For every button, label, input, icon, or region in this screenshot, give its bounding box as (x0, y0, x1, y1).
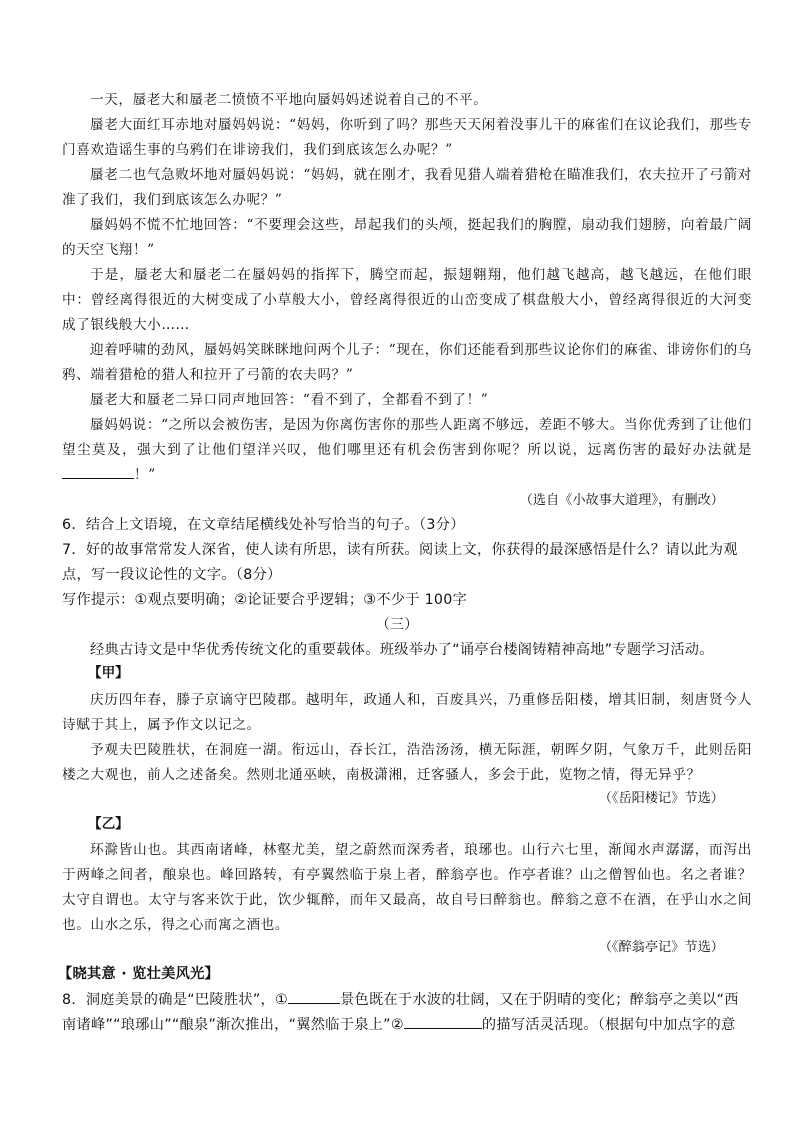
story-paragraph-4: 蜃妈妈不慌不忙地回答：“不要理会这些，昂起我们的头颅，挺起我们的胸膛，扇动我们翅膀，向着最广阔的天空飞翔！” (62, 217, 752, 258)
story-paragraph-5: 于是，蜃老大和蜃老二在蜃妈妈的指挥下，腾空而起，振翅翱翔，他们越飞越高，越飞越远，在他们眼中：曾经离得很近的大树变成了小草般大小，曾经离得很近的山峦变成了棋盘般大小，曾经离得很近的大河变成了银线般大小…… (62, 267, 752, 333)
story-paragraph-2: 蜃老大面红耳赤地对蜃妈妈说：“妈妈，你听到了吗？那些天天闲着没事儿干的麻雀们在议论我们，那些专门喜欢造谣生事的乌鸦们在诽谤我们，我们到底该怎么办呢？” (62, 117, 752, 158)
passage-jia-paragraph-1: 庆历四年春，滕子京谪守巴陵郡。越明年，政通人和，百废具兴，乃重修岳阳楼，增其旧制，刻唐贤今人诗赋于其上，属予作文以记之。 (62, 692, 752, 733)
question-8-part-1: 8．洞庭美景的确是“巴陵胜状”，① (62, 992, 288, 1008)
section-three-intro: 经典古诗文是中华优秀传统文化的重要载体。班级举办了“诵亭台楼阁铸精神高地”专题学习活动。 (90, 642, 714, 658)
story-paragraph-8 (62, 413, 752, 488)
passage-jia-label: 【甲】 (88, 665, 129, 681)
section-three-number: （三） (375, 617, 419, 633)
passage-yi-source: （《醉翁亭记》节选） (598, 940, 724, 955)
story-paragraph-1: 一天，蜃老大和蜃老二愤愤不平地向蜃妈妈述说着自己的不平。 (90, 92, 488, 108)
question-8 (62, 988, 752, 1038)
story-paragraph-6: 迎着呼啸的劲风，蜃妈妈笑眯眯地问两个儿子：“现在，你们还能看到那些议论你们的麻雀、诽谤你们的乌鸦、端着猎枪的猎人和拉开了弓箭的农夫吗？” (62, 342, 752, 383)
passage-yi-label: 【乙】 (88, 816, 129, 832)
story-paragraph-8-end: ！” (134, 467, 156, 483)
writing-tips: 写作提示：①观点要明确；②论证要合乎逻辑；③不少于 100字 (62, 592, 468, 608)
story-paragraph-3: 蜃老二也气急败坏地对蜃妈妈说：“妈妈，就在刚才，我看见猎人端着猎枪在瞄准我们，农夫拉开了弓箭对准了我们，我们到底该怎么办呢？” (62, 167, 752, 208)
answer-blank-q8-2[interactable] (404, 1014, 482, 1029)
answer-blank-q8-1[interactable] (288, 989, 340, 1004)
question-8-part-2: 景色既在于水波的壮阔，又在于阴晴的变化；醉翁亭之美以“西南诸峰”“琅琊山”“酿泉”渐次推出，“翼然临于泉上”② (62, 992, 739, 1033)
question-8-part-3: 的描写活灵活现。（根据句中加点字的意 (481, 1017, 736, 1033)
answer-blank-q6[interactable] (62, 464, 134, 479)
story-source: （选自《小故事大道理》，有删改） (519, 493, 724, 508)
passage-jia-paragraph-2: 予观夫巴陵胜状，在洞庭一湖。衔远山，吞长江，浩浩汤汤，横无际涯，朝晖夕阴，气象万千，此则岳阳楼之大观也，前人之述备矣。然则北通巫峡，南极潇湘，迁客骚人，多会于此，览物之情，得无异乎？ (62, 742, 752, 783)
question-7: 7．好的故事常常发人深省，使人读有所思，读有所获。阅读上文，你获得的最深感悟是什么？请以此为观点，写一段议论性的文字。（8分） (62, 542, 738, 583)
story-paragraph-7: 蜃老大和蜃老二异口同声地回答：“看不到了，全都看不到了！” (90, 392, 489, 408)
passage-jia-source: （《岳阳楼记》节选） (598, 791, 724, 806)
passage-yi-paragraph: 环滁皆山也。其西南诸峰，林壑尤美，望之蔚然而深秀者，琅琊也。山行六七里，渐闻水声潺潺，而泻出于两峰之间者，酿泉也。峰回路转，有亭翼然临于泉上者，醉翁亭也。作亭者谁？山之僧智仙也。名之者谁？太守自谓也。太守与客来饮于此，饮少辄醉，而年又最高，故自号曰醉翁也。醉翁之意不在酒，在乎山水之间也。山水之乐，得之心而寓之酒也。 (62, 842, 752, 933)
story-paragraph-8-text: 蜃妈妈说：“之所以会被伤害，是因为你离伤害你的那些人距离不够远，差距不够大。当你优秀到了让他们望尘莫及，强大到了让他们望洋兴叹，他们哪里还有机会伤害到你呢？所以说，远离伤害的最好办法就是 (62, 417, 752, 458)
question-6: 6．结合上文语境，在文章结尾横线处补写恰当的句子。（3分） (62, 517, 465, 533)
subsection-heading: 【晓其意 · 览壮美风光】 (58, 966, 220, 982)
